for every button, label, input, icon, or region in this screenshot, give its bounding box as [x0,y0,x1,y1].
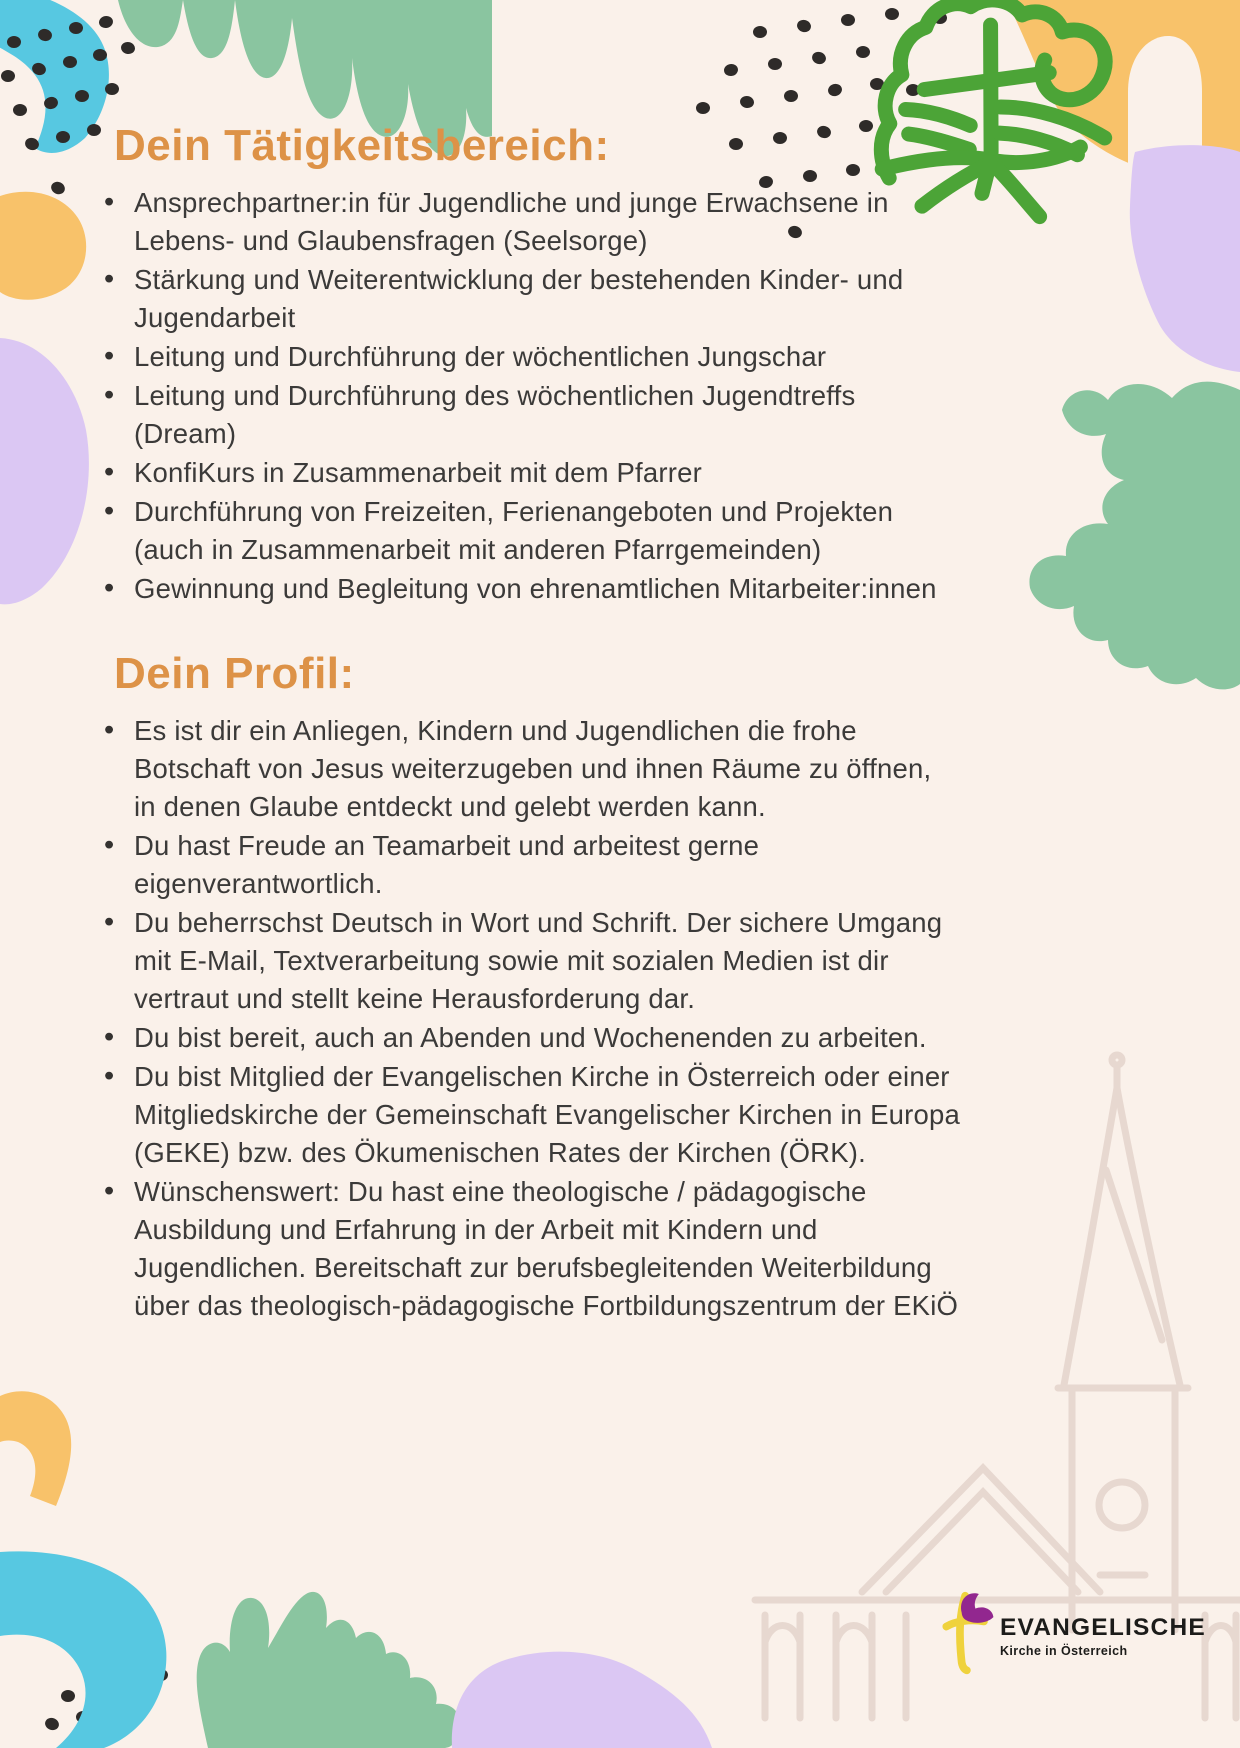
task-list [100,184,960,608]
list-item: • Leitung und Durchführung der wöchentlichen Jungschar [134,338,960,376]
ekioe-cross-bird-icon [936,1582,996,1678]
flyer-text [100,120,960,1326]
list-item: • Leitung und Durchführung des wöchentlichen Jugendtreffs (Dream) [134,377,960,453]
mint-splat-bottom-icon [197,1592,461,1748]
section-title-taetigkeitsbereich: Dein Tätigkeitsbereich: [114,121,610,170]
section-profil [100,648,960,1325]
list-item: • KonfiKurs in Zusammenarbeit mit dem Pfarrer [134,454,960,492]
list-item: • Wünschenswert: Du hast eine theologische / pädagogische Ausbildung und Erfahrung in der Arbeit mit Kindern und Jugendlichen. Bereitschaft zur berufsbegleitenden Weiterbildung über das theologisch-pädagogische Fortbildungszentrum der EKiÖ [134,1173,960,1325]
section-title-profil: Dein Profil: [114,649,355,698]
ekioe-logo [936,1582,1206,1678]
mint-splat-right-icon [1029,382,1240,690]
brand-text [1000,1582,1206,1658]
orange-blob-left-icon [0,192,86,300]
brand-name: EVANGELISCHE [1000,1614,1206,1641]
list-item: • Ansprechpartner:in für Jugendliche und junge Erwachsene in Lebens- und Glaubensfragen (Seelsorge) [134,184,960,260]
teal-blob-bottom-left-icon [0,1551,166,1748]
list-item: • Du bist Mitglied der Evangelischen Kirche in Österreich oder einer Mitgliedskirche der Gemeinschaft Evangelischer Kirchen in Europa (GEKE) bzw. des Ökumenischen Rates der Kirchen (ÖRK). [134,1058,960,1172]
profile-list [100,712,960,1325]
orange-arch-bottom-left-icon [0,1391,71,1506]
list-item: • Durchführung von Freizeiten, Ferienangeboten und Projekten (auch in Zusammenarbeit mit anderen Pfarrgemeinden) [134,493,960,569]
list-item: • Du hast Freude an Teamarbeit und arbeitest gerne eigenverantwortlich. [134,827,960,903]
lavender-blob-top-right-icon [1130,145,1240,372]
section-taetigkeitsbereich [100,120,960,608]
dove-icon [961,1593,993,1623]
brand-subtitle: Kirche in Österreich [1000,1644,1128,1658]
lavender-blob-bottom-icon [452,1652,712,1748]
list-item: • Du bist bereit, auch an Abenden und Wochenenden zu arbeiten. [134,1019,960,1057]
list-item: • Es ist dir ein Anliegen, Kindern und Jugendlichen die frohe Botschaft von Jesus weiterzugeben und ihnen Räume zu öffnen, in denen Glaube entdeckt und gelebt werden kann. [134,712,960,826]
list-item: • Stärkung und Weiterentwicklung der bestehenden Kinder- und Jugendarbeit [134,261,960,337]
list-item: • Du beherrschst Deutsch in Wort und Schrift. Der sichere Umgang mit E-Mail, Textverarbeitung sowie mit sozialen Medien ist dir vertraut und stellt keine Herausforderung dar. [134,904,960,1018]
list-item: • Gewinnung und Begleitung von ehrenamtlichen Mitarbeiter:innen [134,570,960,608]
lavender-blob-left-icon [0,338,89,604]
